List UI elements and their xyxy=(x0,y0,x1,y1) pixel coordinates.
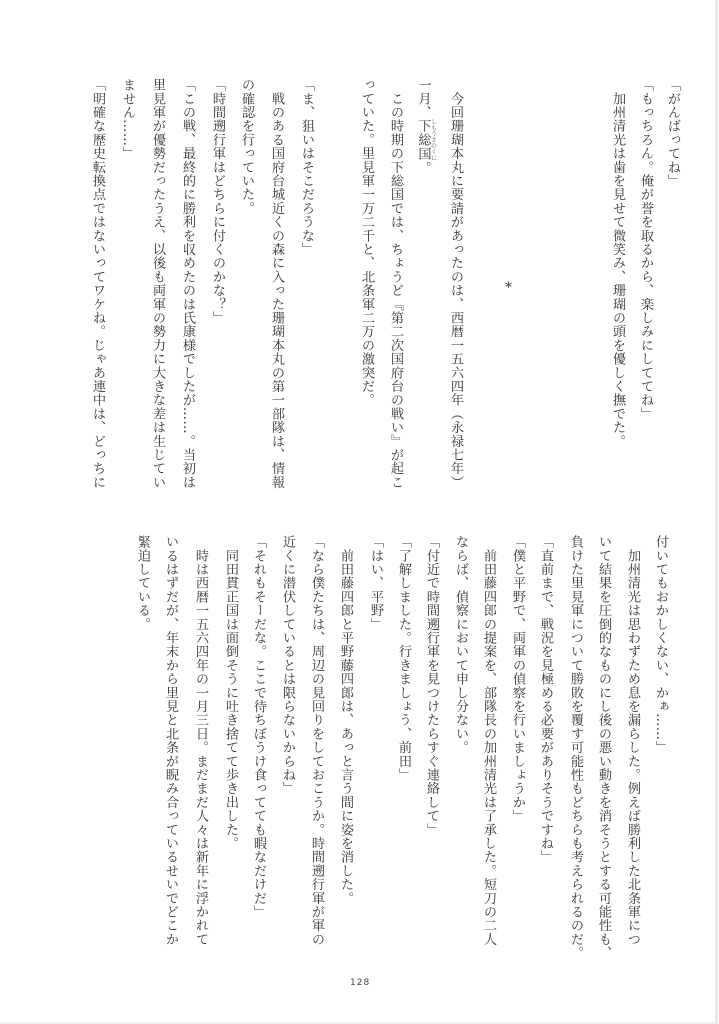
ruby-base: 下総国 xyxy=(415,118,431,161)
text-line: 「了解しました。行きましょう、前田」 xyxy=(396,535,411,782)
ruby-line-after: 。 xyxy=(415,160,431,175)
text-line: 里見軍が優勢だったうえ、以後も両軍の勢力に大きな差は生じてい xyxy=(150,78,165,489)
text-line: 戦のある国府台城近くの森に入った珊瑚本丸の第一部隊は、情報 xyxy=(269,78,284,489)
text-line: 「時間遡行軍はどちらに付くのかな？」 xyxy=(210,78,225,325)
text-line: ならば、偵察において申し分ない。 xyxy=(453,535,468,755)
text-line: 付いてもおかしくない、かぁ……」 xyxy=(653,535,668,755)
text-line: いて結果を圧倒的なものにし後の悪い動きを消そうとする可能性も、 xyxy=(596,535,611,960)
text-line: 「はい、平野」 xyxy=(368,535,383,631)
text-line: 「ま、狙いはそこだろうな」 xyxy=(299,78,314,257)
text-line: 時は西暦一五六四年の一月三日。まだまだ人々は新年に浮かれて xyxy=(193,535,208,946)
text-line: 「がんばってね」 xyxy=(665,78,680,188)
text-line: ません……」 xyxy=(120,78,135,161)
text-line: いるはずだが、年末から里見と北条が睨み合っているせいでどこか xyxy=(163,535,178,946)
text-line: 緊迫している。 xyxy=(135,535,150,631)
text-line: 加州清光は思わずため息を漏らした。例えば勝利した北条軍につ xyxy=(625,535,640,946)
text-line-with-ruby xyxy=(415,78,437,175)
ruby-line-before: 一月、 xyxy=(415,78,431,120)
text-line: 同田貫正国は面倒そうに吐き捨てて歩き出した。 xyxy=(223,535,238,851)
scene-break-asterisk: * xyxy=(505,280,512,296)
page-number: 128 xyxy=(350,978,371,988)
ruby-word xyxy=(415,118,437,161)
text-line: 「僕と平野で、両軍の偵察を行いましょうか」 xyxy=(510,535,525,823)
text-line: 前田藤四郎と平野藤四郎は、あっと言う間に姿を消した。 xyxy=(338,535,353,905)
text-line: 近くに潜伏しているとは限らないからね」 xyxy=(280,535,295,796)
text-line: 「明確な歴史転換点ではないってワケね。じゃあ連中は、どっちに xyxy=(90,78,105,489)
text-line: 今回珊瑚本丸に要請があったのは、西暦一五六四年（永禄七年） xyxy=(448,78,463,489)
text-line: 「この戦、最終的に勝利を収めたのは氏康様でしたが……。当初は xyxy=(180,78,195,489)
text-line: 負けた里見軍について勝敗を覆す可能性もどちらも考えられるのだ。 xyxy=(568,535,583,960)
text-line: 「もっちろん。俺が誉を取るから、楽しみにしててね」 xyxy=(638,78,653,421)
text-line: 「なら僕たちは、周辺の見回りをしておこうか。時間遡行軍が軍の xyxy=(309,535,324,946)
text-line: っていた。里見軍一万二千と、北条軍二万の激突だ。 xyxy=(359,78,374,407)
text-line: 前田藤四郎の提案を、部隊長の加州清光は了承した。短刀の二人 xyxy=(481,535,496,946)
text-line: の確認を行っていた。 xyxy=(239,78,254,215)
text-line: 加州清光は歯を見せて微笑み、珊瑚の頭を優しく撫でた。 xyxy=(610,78,625,448)
ruby-reading: しもうさのくに xyxy=(429,118,437,161)
text-line: 「それもそーだな。ここで待ちぼうけ食ってても暇なだけだ」 xyxy=(251,535,266,919)
text-line: 「付近で時間遡行軍を見つけたらすぐ連絡して」 xyxy=(424,535,439,837)
text-line: 「直前まで、戦況を見極める必要がありそうですね」 xyxy=(538,535,553,864)
text-line: この時期の下総国では、ちょうど『第二次国府台の戦い』が起こ xyxy=(388,78,403,489)
